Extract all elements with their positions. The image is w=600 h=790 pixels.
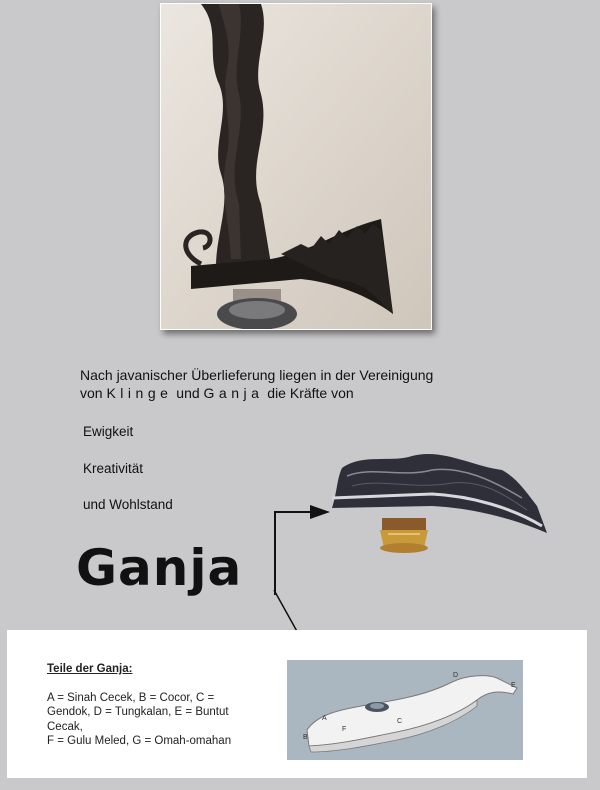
diagram-label-d: D [453, 672, 459, 679]
virtue-ewigkeit: Ewigkeit [83, 424, 134, 439]
legend-line: A = Sinah Cecek, B = Cocor, C = [47, 691, 215, 704]
intro-paragraph [80, 366, 550, 402]
diagram-label-e: E [511, 682, 516, 689]
ganja-parts-diagram [287, 660, 523, 760]
kris-blade-photo [160, 3, 432, 330]
legend-line: F = Gulu Meled, G = Omah-omahan [47, 735, 232, 747]
word-klinge: Klinge [106, 385, 173, 401]
legend-line: Gendok, D = Tungkalan, E = Buntut [47, 706, 229, 718]
intro-prefix: von [80, 385, 107, 401]
diagram-label-b: B [303, 734, 308, 741]
diagram-label-f: F [342, 726, 347, 733]
intro-line-1: Nach javanischer Überlieferung liegen in der Vereinigung [80, 367, 434, 383]
virtue-kreativitaet: Kreativität [83, 461, 144, 476]
legend-line: Cecak, [47, 720, 83, 733]
intro-line-2 [80, 384, 550, 402]
intro-suffix: die Kräfte von [263, 385, 354, 401]
ganja-photo [332, 448, 547, 558]
parts-legend [47, 662, 272, 749]
legend-heading: Teile der Ganja: [47, 663, 133, 675]
virtue-wohlstand: und Wohlstand [83, 497, 173, 512]
word-ganja: Ganja [203, 385, 264, 401]
intro-und: und [172, 385, 204, 401]
diagram-label-a: A [322, 715, 327, 722]
diagram-label-c: C [397, 718, 403, 725]
ganja-title: Ganja [76, 539, 243, 597]
